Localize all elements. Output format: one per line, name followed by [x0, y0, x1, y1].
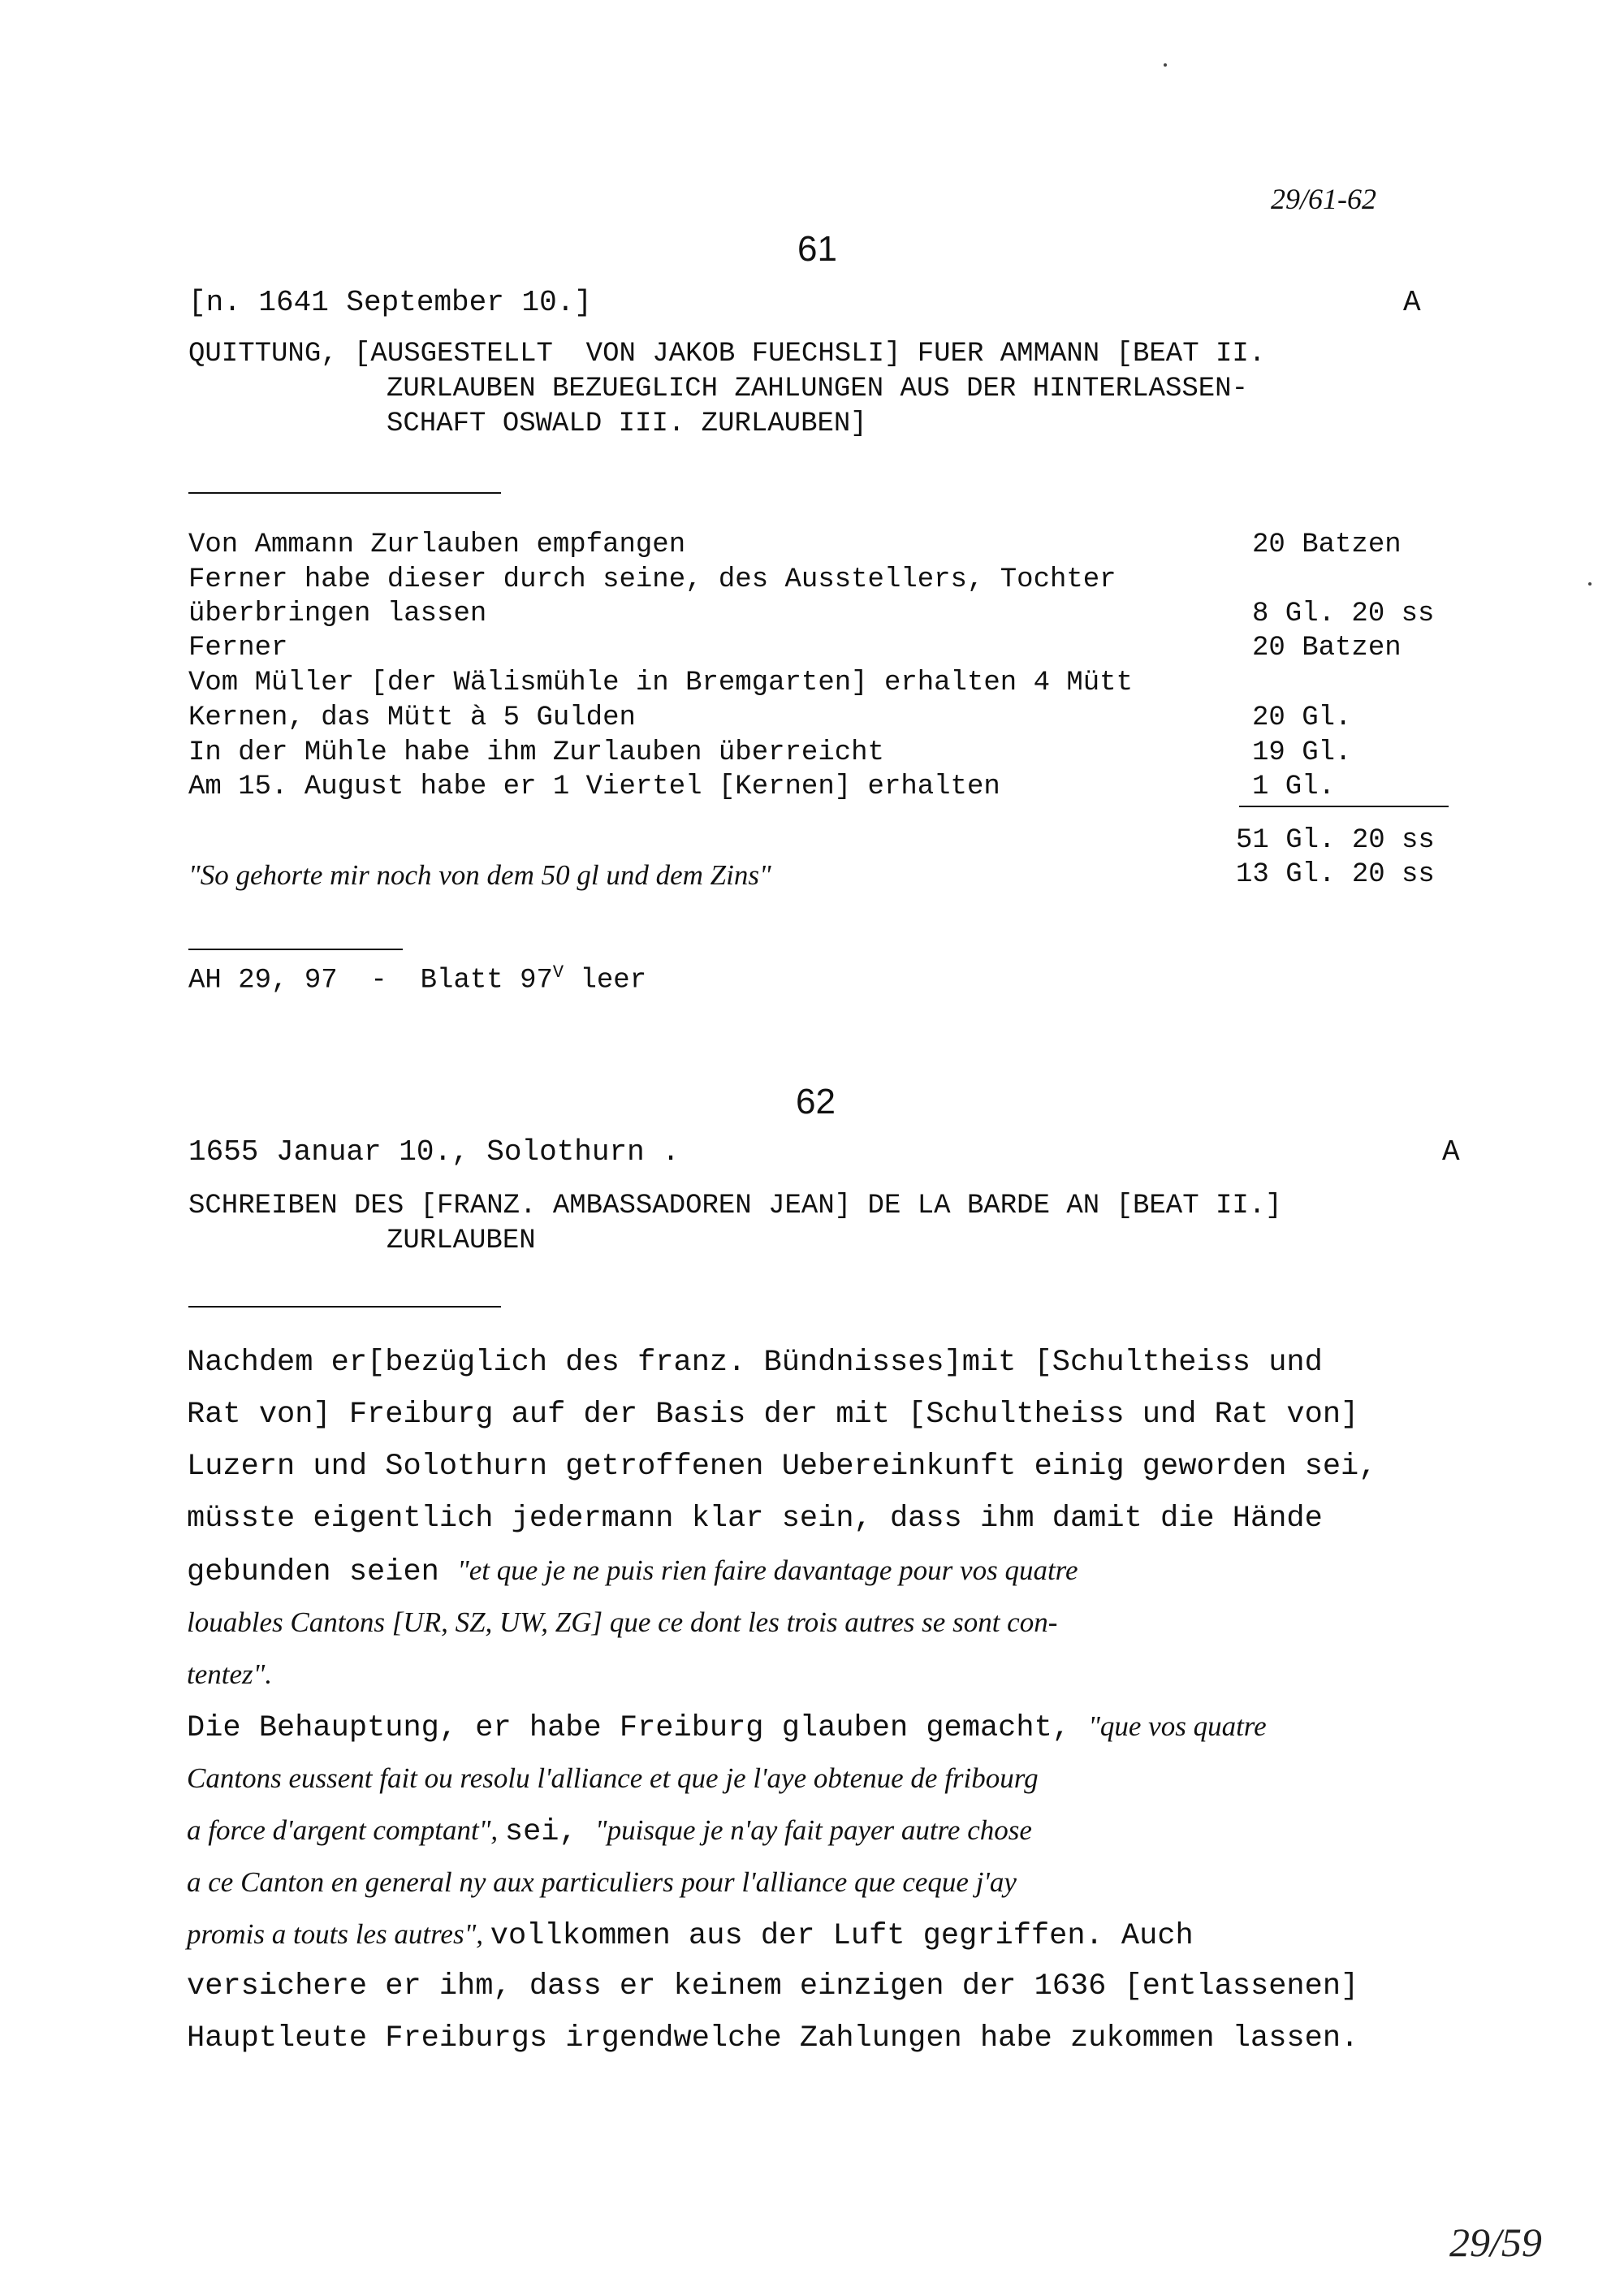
source-note-superscript: V [552, 962, 564, 983]
body-text: Rat von] Freiburg auf der Basis der mit [Schultheiss und Rat von] [187, 1398, 1359, 1432]
sum-rule [1239, 806, 1449, 807]
quoted-french-text: tentez". [187, 1658, 273, 1690]
archive-reference: 29/61-62 [1271, 183, 1376, 215]
receipt-quote-amount: 13 Gl. 20 ss [1236, 859, 1435, 890]
receipt-row-label: Ferner [188, 633, 288, 664]
quoted-french-text: Cantons eussent fait ou resolu l'alliance et que je l'aye obtenue de fribourg [187, 1762, 1039, 1794]
receipt-row-amount: 20 Batzen [1252, 633, 1402, 664]
document-62-heading-line: SCHREIBEN DES [FRANZ. AMBASSADOREN JEAN] DE LA BARDE AN [BEAT II.] [188, 1191, 1282, 1221]
body-line [187, 1908, 1494, 1960]
separator-rule [188, 492, 501, 494]
quoted-french-text: a ce Canton en general ny aux particuliers pour l'alliance que ceque j'ay [187, 1866, 1017, 1898]
receipt-total: 51 Gl. 20 ss [1236, 825, 1435, 856]
body-line [187, 1805, 1494, 1857]
quoted-french-text: "que vos quatre [1088, 1710, 1267, 1742]
separator-rule [188, 949, 403, 950]
document-61-heading-line: ZURLAUBEN BEZUEGLICH ZAHLUNGEN AUS DER HINTERLASSEN- [387, 374, 1248, 404]
body-line [187, 1857, 1494, 1908]
body-line [187, 1493, 1494, 1545]
body-line [187, 1389, 1494, 1441]
source-note [188, 962, 646, 996]
receipt-row-amount: 1 Gl. [1252, 772, 1336, 802]
speck [1164, 63, 1167, 67]
body-line [187, 2012, 1494, 2064]
document-61-date: [n. 1641 September 10.] [188, 286, 592, 319]
body-text: Die Behauptung, er habe Freiburg glauben gemacht, [187, 1711, 1089, 1745]
receipt-row-label: Kernen, das Mütt à 5 Gulden [188, 702, 636, 733]
quoted-french-text: louables Cantons [UR, SZ, UW, ZG] que ce dont les trois autres se sont con- [187, 1606, 1058, 1638]
body-line [187, 1701, 1494, 1753]
document-61-marker: A [1403, 286, 1421, 319]
body-line [187, 1960, 1494, 2012]
document-61-heading-line: SCHAFT OSWALD III. ZURLAUBEN] [387, 408, 867, 439]
receipt-quote: "So gehorte mir noch von dem 50 gl und dem Zins" [188, 859, 771, 891]
receipt-row-label: überbringen lassen [188, 599, 487, 629]
body-text: müsste eigentlich jedermann klar sein, dass ihm damit die Hände [187, 1502, 1323, 1536]
body-text: gebunden seien [187, 1555, 458, 1589]
receipt-row-label: Von Ammann Zurlauben empfangen [188, 530, 686, 560]
body-line [187, 1337, 1494, 1389]
body-line [187, 1649, 1494, 1701]
quoted-french-text: a force d'argent comptant", [187, 1814, 505, 1846]
document-62-date: 1655 Januar 10., Solothurn . [188, 1135, 680, 1169]
receipt-row-label: In der Mühle habe ihm Zurlauben überreicht [188, 737, 884, 768]
archive-stamp: 29/59 [1449, 2220, 1542, 2265]
body-line [187, 1441, 1494, 1493]
body-text: vollkommen aus der Luft gegriffen. Auch [490, 1919, 1194, 1953]
quoted-french-text: promis a touts les autres", [187, 1918, 490, 1950]
quoted-french-text: "et que je ne puis rien faire davantage pour vos quatre [457, 1554, 1078, 1586]
receipt-row-amount: 19 Gl. [1252, 737, 1352, 768]
receipt-row-label: Ferner habe dieser durch seine, des Ausstellers, Tochter [188, 564, 1116, 595]
source-note-prefix: AH 29, 97 - Blatt 97 [188, 965, 553, 996]
document-62-heading-line: ZURLAUBEN [387, 1225, 536, 1256]
body-text: sei, [504, 1815, 595, 1849]
receipt-row-amount: 8 Gl. 20 ss [1252, 599, 1435, 629]
body-line [187, 1753, 1494, 1805]
receipt-row-amount: 20 Gl. [1252, 702, 1352, 733]
body-line [187, 1545, 1494, 1597]
body-text: versichere er ihm, dass er keinem einzigen der 1636 [entlassenen] [187, 1969, 1359, 2004]
body-text: Hauptleute Freiburgs irgendwelche Zahlungen habe zukommen lassen. [187, 2021, 1359, 2055]
body-text: Nachdem er[bezüglich des franz. Bündnisses]mit [Schultheiss und [187, 1346, 1323, 1380]
document-number-61: 61 [797, 229, 837, 269]
document-number-62: 62 [796, 1082, 836, 1122]
body-line [187, 1597, 1494, 1649]
quoted-french-text: "puisque je n'ay fait payer autre chose [594, 1814, 1032, 1846]
document-61-heading-line: QUITTUNG, [AUSGESTELLT VON JAKOB FUECHSLI] FUER AMMANN [BEAT II. [188, 339, 1266, 370]
body-text: Luzern und Solothurn getroffenen Uebereinkunft einig geworden sei, [187, 1450, 1377, 1484]
receipt-row-label: Vom Müller [der Wälismühle in Bremgarten] erhalten 4 Mütt [188, 668, 1133, 698]
source-note-suffix: leer [564, 965, 647, 996]
speck [1588, 582, 1592, 586]
separator-rule [188, 1306, 501, 1308]
document-62-marker: A [1442, 1135, 1460, 1169]
document-62-body [187, 1337, 1494, 2064]
receipt-row-amount: 20 Batzen [1252, 530, 1402, 560]
receipt-row-label: Am 15. August habe er 1 Viertel [Kernen] erhalten [188, 772, 1000, 802]
